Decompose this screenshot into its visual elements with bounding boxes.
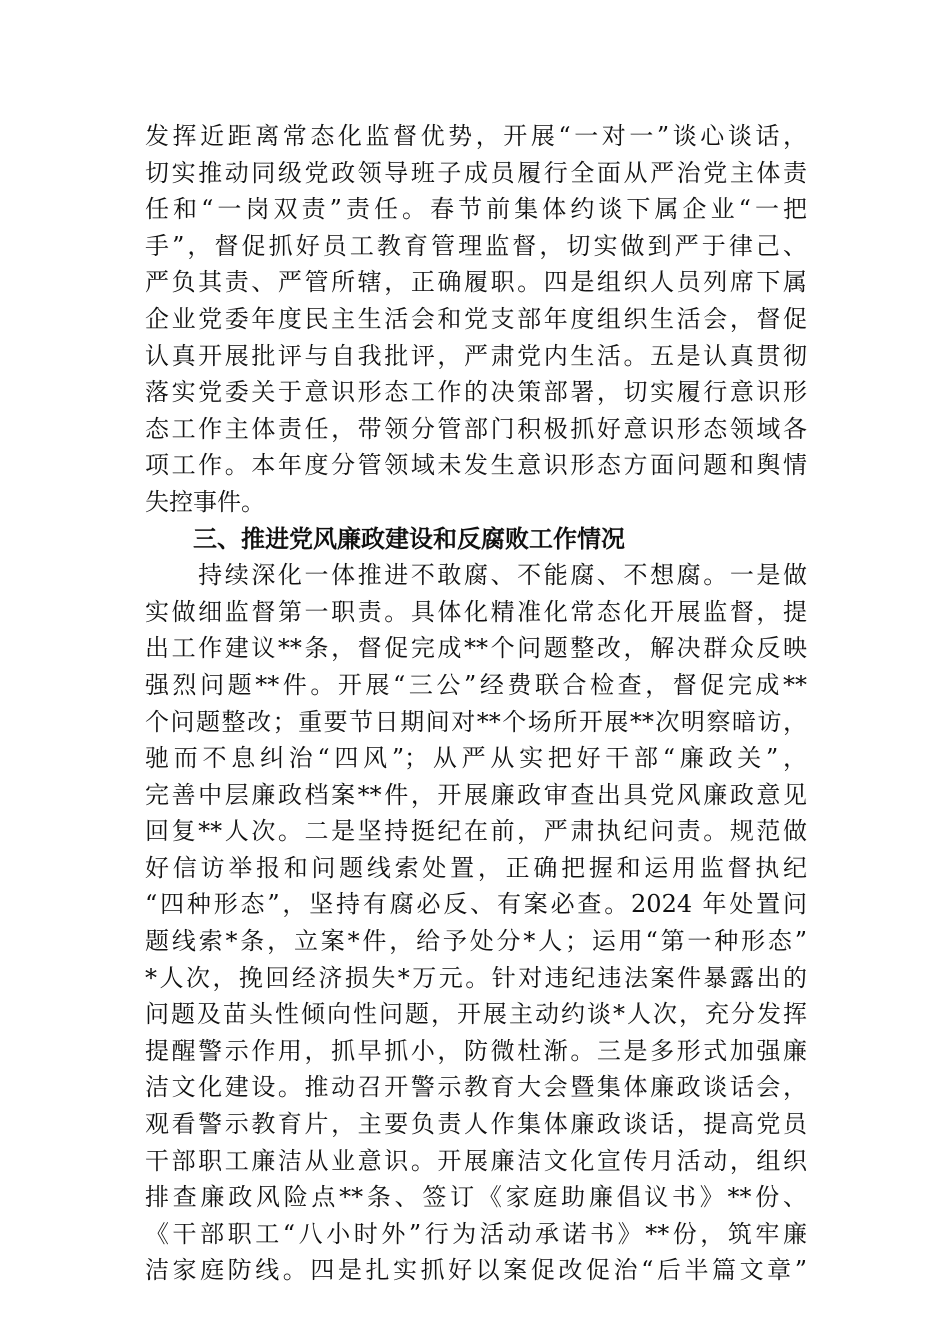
paragraph-section-3	[145, 557, 807, 1289]
text-line: 驰而不息纠治“四风”；从严从实把好干部“廉政关”，	[145, 744, 807, 773]
text-line: 出工作建议**条，督促完成**个问题整改，解决群众反映	[145, 634, 807, 663]
text-line: 发挥近距离常态化监督优势，开展“一对一”谈心谈话，	[145, 122, 807, 150]
text-line: 洁家庭防线。四是扎实抓好以案促改促治“后半篇文章”	[145, 1256, 807, 1285]
text-line: “四种形态”，坚持有腐必反、有案必查。2024 年处置问	[145, 890, 807, 919]
text-line: 题线索*条，立案*件，给予处分*人；运用“第一种形态”	[145, 927, 807, 956]
text-line: 洁文化建设。推动召开警示教育大会暨集体廉政谈话会，	[145, 1073, 807, 1102]
text-line: 《干部职工“八小时外”行为活动承诺书》**份，筑牢廉	[145, 1219, 807, 1248]
text-line: 认真开展批评与自我批评，严肃党内生活。五是认真贯彻	[145, 341, 807, 370]
text-line: 项工作。本年度分管领域未发生意识形态方面问题和舆情	[145, 451, 807, 480]
text-line: 排查廉政风险点**条、签订《家庭助廉倡议书》**份、	[145, 1183, 807, 1212]
text-line: 切实推动同级党政领导班子成员履行全面从严治党主体责	[145, 158, 807, 187]
text-line: 观看警示教育片，主要负责人作集体廉政谈话，提高党员	[145, 1110, 807, 1139]
document-page	[145, 118, 807, 1289]
text-line: 问题及苗头性倾向性问题，开展主动约谈*人次，充分发挥	[145, 1000, 807, 1029]
text-line: *人次，挽回经济损失*万元。针对违纪违法案件暴露出的	[145, 963, 807, 992]
text-line: 企业党委年度民主生活会和党支部年度组织生活会，督促	[145, 304, 807, 333]
text-line: 好信访举报和问题线索处置，正确把握和运用监督执纪	[145, 853, 807, 882]
text-line: 个问题整改；重要节日期间对**个场所开展**次明察暗访，	[145, 707, 807, 736]
section-heading: 三、推进党风廉政建设和反腐败工作情况	[193, 524, 625, 553]
text-line: 完善中层廉政档案**件，开展廉政审查出具党风廉政意见	[145, 780, 807, 809]
text-line: 回复**人次。二是坚持挺纪在前，严肃执纪问责。规范做	[145, 817, 807, 846]
text-line: 落实党委关于意识形态工作的决策部署，切实履行意识形	[145, 378, 807, 407]
text-line: 实做细监督第一职责。具体化精准化常态化开展监督，提	[145, 597, 807, 626]
paragraph-section-2-continuation	[145, 118, 807, 521]
text-line: 手”，督促抓好员工教育管理监督，切实做到严于律己、	[145, 231, 807, 260]
text-line: 态工作主体责任，带领分管部门积极抓好意识形态领域各	[145, 414, 807, 443]
text-line: 提醒警示作用，抓早抓小，防微杜渐。三是多形式加强廉	[145, 1036, 807, 1065]
text-line: 干部职工廉洁从业意识。开展廉洁文化宣传月活动，组织	[145, 1146, 807, 1175]
text-line: 失控事件。	[145, 487, 265, 516]
text-line: 任和“一岗双责”责任。春节前集体约谈下属企业“一把	[145, 195, 807, 224]
text-line: 强烈问题**件。开展“三公”经费联合检查，督促完成**	[145, 670, 807, 699]
text-line: 严负其责、严管所辖，正确履职。四是组织人员列席下属	[145, 268, 807, 297]
text-line: 持续深化一体推进不敢腐、不能腐、不想腐。一是做	[145, 561, 807, 590]
